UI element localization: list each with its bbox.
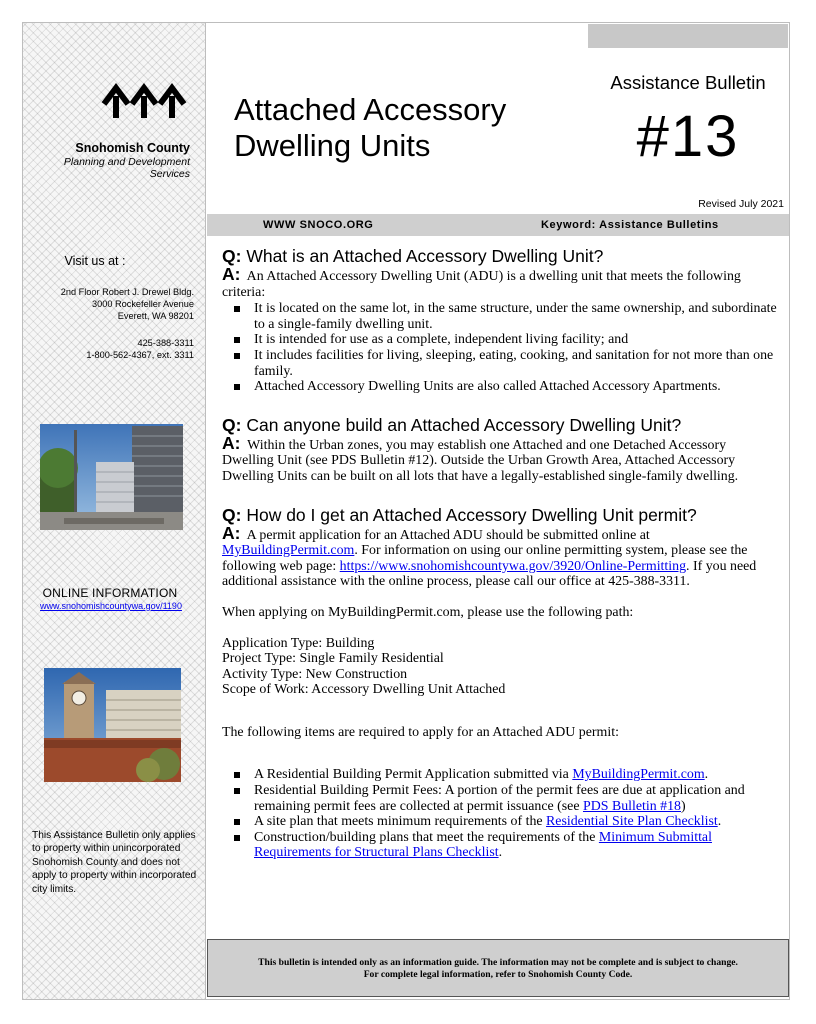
path-step: Project Type: Single Family Residential [222,651,444,667]
list-item: Attached Accessory Dwelling Units are also called Attached Accessory Apartments. [234,379,778,395]
county-logo-icon [98,78,194,120]
revised-date: Revised July 2021 [698,198,784,210]
phone-numbers: 425-388-3311 1-800-562-4367, ext. 3311 [86,338,194,361]
header-gray-tab [588,24,788,48]
list-item: It is located on the same lot, in the same structure, under the same ownership, and subordinate to a single-family dwelling unit. [234,301,778,332]
path-step: Application Type: Building [222,635,375,651]
list-item: It includes facilities for living, sleeping, eating, cooking, and sanitation for not more than one family. [234,348,778,379]
answer-3: A: A permit application for an Attached ADU should be submitted online at MyBuildingPermit.com. For information on using our online permitting system, please see the following web page: https://www.snohomishcountywa.gov/3920/Online-Permitting. If you need additional assistance with the online process, please call our office at 425-388-3311. [222,522,757,590]
application-path [222,636,778,698]
question-1: Q: What is an Attached Accessory Dwelling Unit? [222,246,604,266]
online-info-title: ONLINE INFORMATION [42,586,178,600]
structural-plans-checklist-link[interactable]: Minimum Submittal Requirements for Structural Plans Checklist [254,829,712,861]
list-item: It is intended for use as a complete, independent living facility; and [234,332,778,348]
jurisdiction-disclaimer: This Assistance Bulletin only applies to property within unincorporated Snohomish County and does not apply to property within incorporated city limits. [32,830,197,895]
bulletin-label: Assistance Bulletin [610,72,766,93]
list-item: A site plan that meets minimum requirements of the Residential Site Plan Checklist. [234,814,778,830]
mybuildingpermit-link[interactable]: MyBuildingPermit.com [222,543,355,559]
bulletin-number: #13 [636,104,740,169]
question-2: Q: Can anyone build an Attached Accessory Dwelling Unit? [222,414,682,435]
required-items-list [234,767,778,861]
mybuildingpermit-link[interactable]: MyBuildingPermit.com [572,767,705,783]
list-item: Construction/building plans that meet the requirements of the Minimum Submittal Requirements for Structural Plans Checklist. [234,830,778,861]
path-step: Activity Type: New Construction [222,666,408,682]
online-permitting-link[interactable]: https://www.snohomishcountywa.gov/3920/Online-Permitting [339,558,687,574]
site-plan-checklist-link[interactable]: Residential Site Plan Checklist [546,814,718,830]
items-intro: The following items are required to apply for an Attached ADU permit: [222,724,619,740]
org-department: Planning and Development Services [63,156,190,180]
office-buildings-photo [40,424,183,530]
question-3: Q: How do I get an Attached Accessory Dwelling Unit permit? [222,504,697,525]
list-item: A Residential Building Permit Application submitted via MyBuildingPermit.com. [234,767,778,783]
online-info-link[interactable]: www.snohomishcountywa.gov/1190 [40,601,182,611]
criteria-list [234,301,778,395]
website-link[interactable]: WWW SNOCO.ORG [263,219,374,231]
page-title: Attached Accessory Dwelling Units [234,92,507,163]
footer-disclaimer: This bulletin is intended only as an information guide. The information may not be complete and is subject to change. For complete legal information, refer to Snohomish County Code. [207,939,789,997]
keyword-label: Keyword: Assistance Bulletins [541,219,719,231]
bulletin-body [222,242,778,861]
visit-us-title: Visit us at : [64,254,126,268]
path-intro: When applying on MyBuildingPermit.com, please use the following path: [222,604,634,620]
list-item: Residential Building Permit Fees: A portion of the permit fees are due at application and remaining permit fees are collected at permit issuance (see PDS Bulletin #18) [234,783,778,814]
address: 2nd Floor Robert J. Drewel Bldg. 3000 Rockefeller Avenue Everett, WA 98201 [60,287,194,322]
clock-tower-photo [44,668,181,782]
answer-2: A: Within the Urban zones, you may establish one Attached and one Detached Accessory Dwelling Unit (see PDS Bulletin #12). Outside the Urban Growth Area, Attached Accessory Dwelling Units can be built on all lots that have a legally-established single-family dwelling. [222,432,739,484]
answer-1: A: An Attached Accessory Dwelling Unit (ADU) is a dwelling unit that meets the following criteria: [222,264,741,300]
pds-bulletin-18-link[interactable]: PDS Bulletin #18 [582,798,682,814]
website-bar [207,214,789,236]
org-name: Snohomish County [75,141,190,155]
path-step: Scope of Work: Accessory Dwelling Unit Attached [222,682,506,698]
